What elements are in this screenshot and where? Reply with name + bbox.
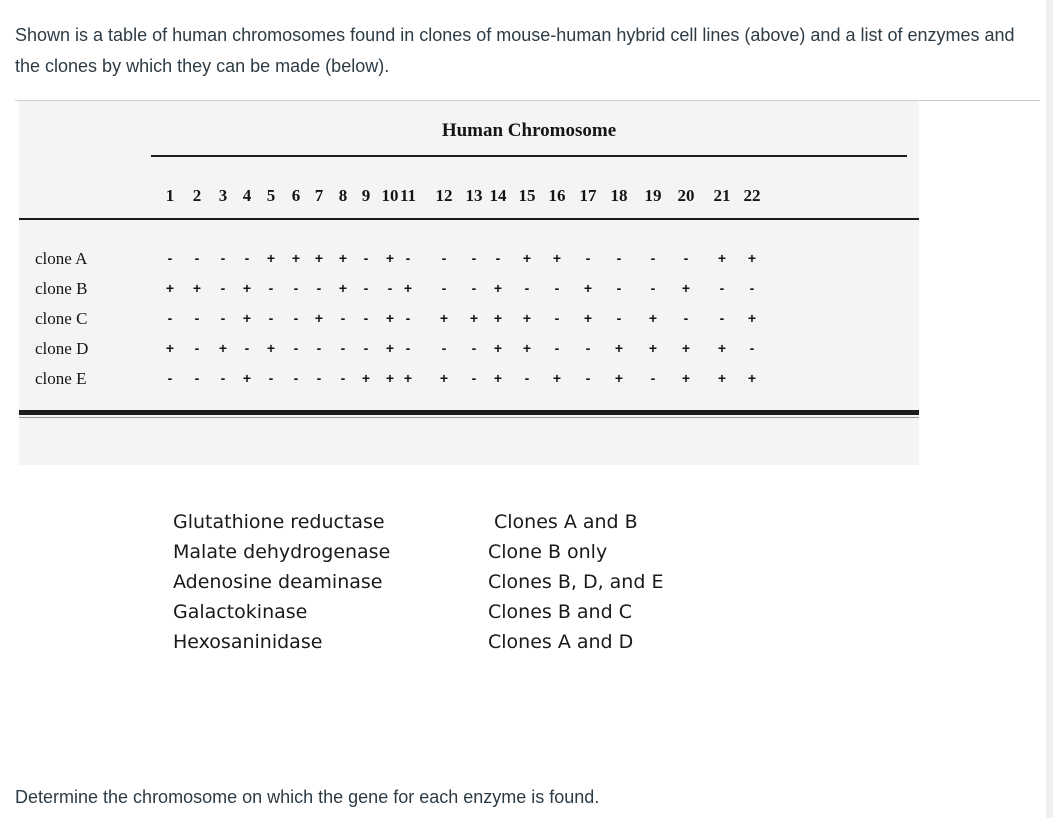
table-cell: + xyxy=(717,370,727,386)
page-edge xyxy=(1046,0,1053,818)
chromosome-number: 8 xyxy=(338,186,348,205)
table-cell: + xyxy=(403,370,413,386)
chromosome-number: 10 xyxy=(381,186,399,205)
table-cell: + xyxy=(583,310,593,326)
row-label: clone E xyxy=(35,369,87,388)
table-cell: + xyxy=(747,310,757,326)
table-cell: - xyxy=(441,280,447,296)
row-label: clone D xyxy=(35,339,89,358)
table-cell: - xyxy=(554,310,560,326)
table-cell: - xyxy=(585,370,591,386)
chromosome-number: 15 xyxy=(518,186,536,205)
clone-item: Clones B, D, and E xyxy=(488,571,664,593)
enzyme-item: Adenosine deaminase xyxy=(173,571,383,593)
enzyme-item: Hexosaninidase xyxy=(173,631,323,653)
table-cell: - xyxy=(471,280,477,296)
row-label: clone C xyxy=(35,309,88,328)
table-cell: + xyxy=(218,340,228,356)
table-cell: + xyxy=(522,250,532,266)
table-cell: + xyxy=(403,280,413,296)
table-cell: - xyxy=(683,310,689,326)
table-cell: - xyxy=(363,310,369,326)
chromosome-number: 7 xyxy=(314,186,324,205)
table-cell: - xyxy=(387,280,393,296)
table-cell: - xyxy=(405,340,411,356)
table-cell: - xyxy=(616,280,622,296)
header-rule xyxy=(19,218,919,220)
table-cell: - xyxy=(719,310,725,326)
table-cell: - xyxy=(220,370,226,386)
enzyme-item: Malate dehydrogenase xyxy=(173,541,391,563)
bottom-rule xyxy=(19,410,919,415)
table-cell: - xyxy=(293,280,299,296)
title-rule xyxy=(151,155,907,157)
table-cell: - xyxy=(316,370,322,386)
clone-list xyxy=(488,507,663,657)
table-cell: + xyxy=(165,340,175,356)
clone-item: Clones A and B xyxy=(494,511,638,533)
chromosome-number: 5 xyxy=(266,186,276,205)
table-cell: - xyxy=(616,310,622,326)
table-cell: - xyxy=(749,280,755,296)
table-cell: + xyxy=(681,280,691,296)
table-cell: - xyxy=(719,280,725,296)
table-cell: - xyxy=(316,280,322,296)
table-cell: + xyxy=(522,310,532,326)
table-cell: + xyxy=(552,250,562,266)
table-cell: - xyxy=(363,250,369,266)
table-cell: + xyxy=(747,250,757,266)
table-cell: - xyxy=(650,370,656,386)
enzyme-item: Galactokinase xyxy=(173,601,308,623)
table-cell: - xyxy=(340,370,346,386)
table-cell: - xyxy=(554,280,560,296)
enzyme-list xyxy=(173,507,390,657)
table-cell: - xyxy=(268,280,274,296)
table-cell: + xyxy=(439,310,449,326)
table-cell: - xyxy=(650,250,656,266)
table-cell: + xyxy=(493,310,503,326)
table-cell: - xyxy=(220,250,226,266)
table-cell: + xyxy=(717,250,727,266)
row-label: clone B xyxy=(35,279,88,298)
question-text: Determine the chromosome on which the gene for each enzyme is found. xyxy=(15,787,600,807)
table-cell: + xyxy=(242,280,252,296)
chromosome-number: 9 xyxy=(361,186,371,205)
table-cell: + xyxy=(314,250,324,266)
table-cell: - xyxy=(340,340,346,356)
table-cell: - xyxy=(244,250,250,266)
chromosome-number: 19 xyxy=(644,186,662,205)
table-cell: + xyxy=(338,250,348,266)
table-cell: - xyxy=(441,340,447,356)
table-cell: + xyxy=(385,310,395,326)
chromosome-number: 21 xyxy=(713,186,731,205)
table-cell: + xyxy=(291,250,301,266)
clone-item: Clones B and C xyxy=(488,601,632,623)
table-cell: - xyxy=(616,250,622,266)
table-cell: - xyxy=(683,250,689,266)
chromosome-number: 3 xyxy=(218,186,228,205)
table-cell: - xyxy=(194,370,200,386)
chromosome-number: 11 xyxy=(399,186,417,205)
chromosome-number: 13 xyxy=(465,186,483,205)
table-cell: + xyxy=(266,340,276,356)
table-cell: - xyxy=(363,280,369,296)
table-cell: + xyxy=(439,370,449,386)
chromosome-number: 16 xyxy=(548,186,566,205)
table-cell: - xyxy=(441,250,447,266)
chromosome-number: 20 xyxy=(677,186,695,205)
table-cell: - xyxy=(293,340,299,356)
table-cell: + xyxy=(266,250,276,266)
table-cell: - xyxy=(749,340,755,356)
table-cell: - xyxy=(585,250,591,266)
table-cell: + xyxy=(493,340,503,356)
table-cell: - xyxy=(220,280,226,296)
table-cell: + xyxy=(314,310,324,326)
table-cell: - xyxy=(194,310,200,326)
chromosome-number: 12 xyxy=(435,186,453,205)
table-cell: - xyxy=(194,250,200,266)
table-cell: + xyxy=(242,310,252,326)
clone-item: Clone B only xyxy=(488,541,608,563)
table-cell: - xyxy=(650,280,656,296)
table-cell: - xyxy=(194,340,200,356)
chromosome-number: 4 xyxy=(242,186,252,205)
table-title: Human Chromosome xyxy=(441,120,617,141)
table-cell: - xyxy=(293,370,299,386)
table-cell: + xyxy=(747,370,757,386)
table-cell: + xyxy=(385,250,395,266)
chromosome-number: 14 xyxy=(489,186,507,205)
table-cell: - xyxy=(585,340,591,356)
table-cell: - xyxy=(220,310,226,326)
table-cell: - xyxy=(471,250,477,266)
table-cell: + xyxy=(361,370,371,386)
table-cell: + xyxy=(522,340,532,356)
table-cell: + xyxy=(717,340,727,356)
table-cell: - xyxy=(471,370,477,386)
table-cell: + xyxy=(681,370,691,386)
table-cell: + xyxy=(583,280,593,296)
table-cell: - xyxy=(363,340,369,356)
table-cell: - xyxy=(495,250,501,266)
table-cell: + xyxy=(192,280,202,296)
table-cell: + xyxy=(614,340,624,356)
table-cell: - xyxy=(524,280,530,296)
table-cell: + xyxy=(614,370,624,386)
row-label: clone A xyxy=(35,249,88,268)
table-cell: - xyxy=(316,340,322,356)
table-cell: + xyxy=(648,310,658,326)
chromosome-number: 1 xyxy=(165,186,175,205)
table-cell: + xyxy=(242,370,252,386)
table-cell: + xyxy=(469,310,479,326)
table-cell: + xyxy=(552,370,562,386)
table-cell: + xyxy=(493,370,503,386)
table-cell: + xyxy=(493,280,503,296)
table-cell: + xyxy=(165,280,175,296)
table-cell: + xyxy=(338,280,348,296)
chromosome-number: 2 xyxy=(192,186,202,205)
table-cell: + xyxy=(681,340,691,356)
table-cell: - xyxy=(554,340,560,356)
table-cell: - xyxy=(167,310,173,326)
table-cell: - xyxy=(471,340,477,356)
chromosome-number: 22 xyxy=(743,186,761,205)
table-cell: - xyxy=(268,370,274,386)
table-cell: - xyxy=(405,250,411,266)
table-cell: + xyxy=(385,340,395,356)
table-cell: - xyxy=(340,310,346,326)
table-cell: - xyxy=(167,370,173,386)
table-cell: - xyxy=(293,310,299,326)
table-cell: - xyxy=(167,250,173,266)
table-cell: + xyxy=(648,340,658,356)
chromosome-number: 17 xyxy=(579,186,597,205)
chromosome-number: 6 xyxy=(291,186,301,205)
table-cell: - xyxy=(268,310,274,326)
bottom-rule-shadow xyxy=(19,417,919,418)
enzyme-item: Glutathione reductase xyxy=(173,511,385,533)
table-cell: - xyxy=(244,340,250,356)
chromosome-table xyxy=(19,101,919,465)
table-cell: - xyxy=(405,310,411,326)
table-cell: - xyxy=(524,370,530,386)
chromosome-number: 18 xyxy=(610,186,628,205)
table-cell: + xyxy=(385,370,395,386)
intro-text: Shown is a table of human chromosomes found in clones of mouse-human hybrid cell lines (above) and a list of enzymes and the clones by which they can be made (below). xyxy=(15,25,1015,76)
clone-item: Clones A and D xyxy=(488,631,634,653)
